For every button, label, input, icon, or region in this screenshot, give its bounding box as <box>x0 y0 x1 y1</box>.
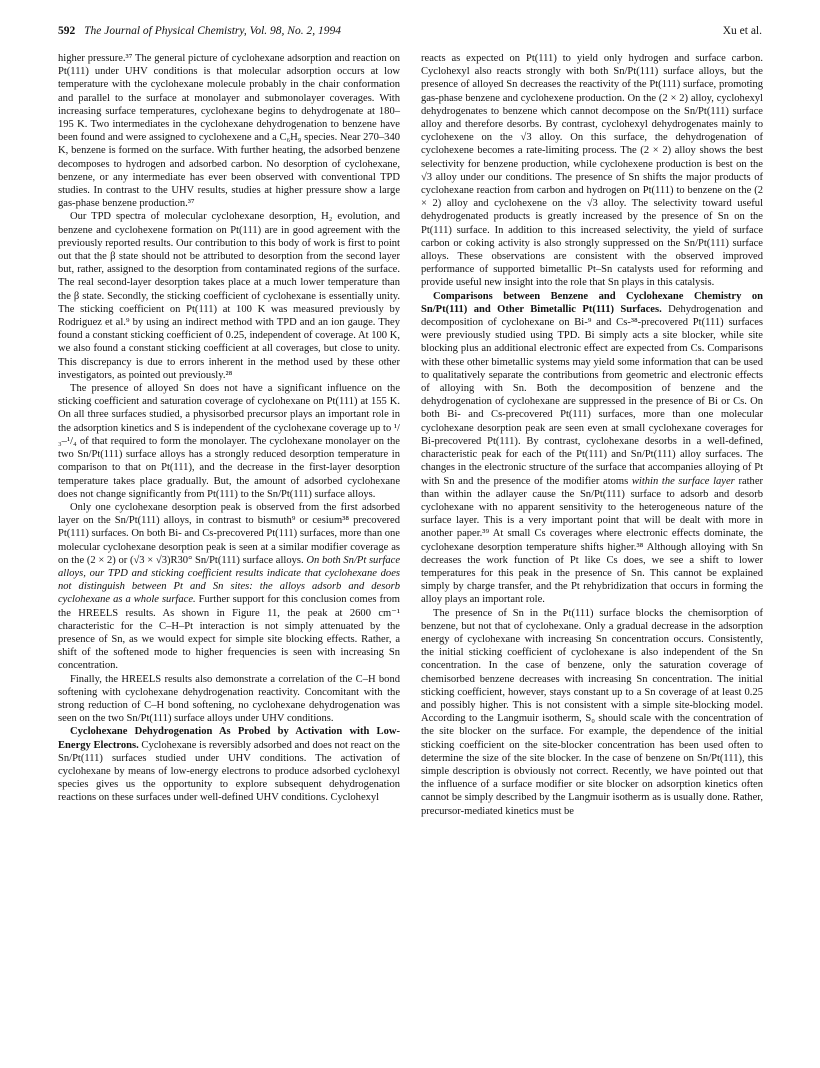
text-run: Cyclohexane is reversibly adsorbed and does not react on the Sn/Pt(111) surfaces studied under UHV conditions. The activation of cyclohexane by means of low-energy electrons to produce adsorbed cyclohexyl species gives us the opportunity to explore subsequent dehydrogenation reactions on these surfaces under well-defined UHV conditions. Cyclohexyl <box>58 739 400 804</box>
text-run: Further support for this conclusion comes from the HREELS results. As shown in Figure 11, the peak at 2600 cm⁻¹ characteristic for the C–H–Pt interaction is not simply attenuated by the presence of Sn, as we would expect for simple site blocking effects. Rather, a shift of the softened mode to higher frequencies is seen with increasing Sn concentration. <box>58 594 400 672</box>
text-run: Only one cyclohexane desorption peak is observed from the first adsorbed layer on the Sn/Pt(111) alloys, in contrast to bismuth⁹ or cesium³⁸ precovered Pt(111) surfaces. On both Bi- and Cs-precovered Pt(111) surfaces, more than one molecular cyclohexane desorption peak is seen at a similar modifier coverage as on the (2 × 2) or (√3 × √3)R30° Sn/Pt(111) surface alloys. <box>58 501 400 566</box>
paragraph: higher pressure.³⁷ The general picture of cyclohexane adsorption and reaction on Pt(111) under UHV conditions is that molecular adsorption occurs at low temperature with the cyclohexane molecule probably in the chair conformation and parallel to the surface at monolayer and submonolayer coverages. With increasing surface temperatures, cyclohexane begins to dehydrogenate at 180–195 K. Two intermediates in the cyclohexane dehydrogenation to benzene have been found and were assigned to cyclohexene and a C₆H₉ species. Near 270–340 K, benzene is formed on the surface. With further heating, the adsorbed benzene decomposes to hydrogen and adsorbed carbon. No desorption of cyclohexane, benzene, or any intermediate has ever been observed with conventional TPD studies. In contrast to the UHV results, studies at higher pressure show a large gas-phase benzene production.³⁷ <box>58 53 400 210</box>
paragraph <box>58 725 400 804</box>
page-number: 592 <box>58 25 76 37</box>
running-header <box>58 22 762 40</box>
journal-citation: The Journal of Physical Chemistry, Vol. 98, No. 2, 1994 <box>84 25 341 37</box>
paragraph <box>421 290 763 607</box>
text-run: Dehydrogenation and decomposition of cyclohexane on Bi-⁹ and Cs-³⁸-precovered Pt(111) surfaces were previously studied using TPD. Bi simply acts a site blocker, while site blocking plus an additional electronic effect are expected from Cs. Comparisons with these other bimetallic systems may yield some information that can be used to qualitatively separate the contributions from geometric and electronic effects of alloying with Sn. Both the decomposition of benzene and the dehydrogenation of cyclohexane are suppressed in the presence of Bi or Cs. On both Bi- and Cs-precovered Pt(111) surfaces, more than one molecular cyclohexane desorption peak are seen even at small cyclohexane coverages for Bi-precovered Pt(111). By contrast, cyclohexane desorbs in a well-defined, characteristic peak for each of the Pt(111) and Sn/Pt(111) alloy surfaces. The changes in the electronic structure of the surface that accompanies alloying of Pt with Sn and the presence of the modifier atoms <box>421 303 763 487</box>
section-heading: Cyclohexane Dehydrogenation As Probed by Activation with Low-Energy Electrons. <box>58 726 400 751</box>
paragraph: The presence of Sn in the Pt(111) surface blocks the chemisorption of benzene, but not that of cyclohexane. Only a gradual decrease in the adsorption energy of cyclohexane with increasing Sn concentration occurs. Consistently, the initial sticking coefficient of cyclohexane is also independent of the Sn concentration. In the case of benzene, only the saturation coverage of chemisorbed benzene decreases with increasing Sn concentration. The initial sticking coefficient, however, stays constant up to a Sn coverage of at least 0.25 and possibly higher. This is not consistent with a simple site-blocking model. According to the Langmuir isotherm, S₀ should scale with the concentration of the site blocker on the surface. For example, the dependence of the initial sticking coefficient on the site-blocker concentration has been used often to determine the size of the site blocker. In the case of benzene on Sn/Pt(111), this simple description is obviously not correct. Recently, we have pointed out that the influence of a surface modifier or site blocker on adsorption kinetics often cannot be simply described by the Langmuir isotherm as is usually done. Rather, precursor-mediated kinetics must be <box>421 607 763 817</box>
right-column <box>421 52 763 818</box>
italic-emphasis: within the surface layer <box>631 475 735 487</box>
running-authors: Xu et al. <box>722 25 762 37</box>
paragraph <box>58 501 400 673</box>
text-run: rather than within the adlayer cause the Sn/Pt(111) surface to adsorb and desorb cyclohexane with no apparent sensitivity to the heterogeneous nature of the surface layer. This is a very important point that will be dealt with more in another paper.³⁹ At small Cs coverages where electronic effects dominate, the cyclohexane desorption temperature shifts higher.³⁸ Although alloying with Sn decreases the work function of Pt like Cs does, we see a shift to lower temperatures for this peak in the presence of Sn. This cannot be explained simply by charge transfer, and the Pt rehybridization that occurs in forming the alloy plays an important role. <box>421 475 764 606</box>
paragraph: Our TPD spectra of molecular cyclohexane desorption, H₂ evolution, and benzene and cyclohexene formation on Pt(111) are in good agreement with the previously reported results. Our contribution to this body of work is first to point out that the β state should not be attributed to desorption from the second layer but, rather, assigned to the desorption from contaminated regions of the surface. The real second-layer desorption takes place at a much lower temperature than the β state. Secondly, the sticking coefficient of cyclohexane is essentially unity. The sticking coefficient on Pt(111) at 100 K was measured previously by Rodriguez et al.⁹ by using an indirect method with TPD and an ion gauge. They found a constant sticking coefficient of 0.25, independent of coverage. At 100 K, we also found a constant sticking coefficient at all coverages, but close to unity. This discrepancy is due to errors inherent in the method used by these other investigators, as pointed out previously.²⁸ <box>58 211 400 381</box>
paragraph: Finally, the HREELS results also demonstrate a correlation of the C–H bond softening with cyclohexane dehydrogenation reactivity. Concomitant with the strong reduction of C–H bond softening, no cyclohexane dehydrogenation was seen on the two Sn/Pt(111) surface alloys under UHV conditions. <box>58 673 400 725</box>
italic-emphasis: On both Sn/Pt surface alloys, our TPD and sticking coefficient results indicate that cyclohexane does not distinguish between Pt and Sn sites: the alloys adsorb and desorb cyclohexane as a whole surface. <box>58 554 401 606</box>
paragraph: reacts as expected on Pt(111) to yield only hydrogen and surface carbon. Cyclohexyl also reacts strongly with both Sn/Pt(111) surface alloys, but the presence of alloyed Sn decreases the reactivity of the Pt(111) surface, promoting gas-phase benzene and cyclohexene production. On the (2 × 2) alloy, cyclohexyl dehydrogenates to benzene which cannot decompose on the Sn/Pt(111) surface alloy and therefore desorbs. By contrast, cyclohexyl dehydrogenates mainly to cyclohexene on the √3 alloy. On this surface, the dehydrogenation of cyclohexene becomes a rate-limiting process. The (2 × 2) alloy shows the best selectivity for benzene production, while cyclohexene production is best on the √3 alloy under our conditions. The presence of Sn shifts the major products of cyclohexane reaction from carbon and hydrogen on Pt(111) to benzene on the (2 × 2) alloy and cyclohexene on the √3 alloy. The selectivity toward useful dehydrogenated products is greatly increased by the presence of Sn on the Pt(111) surface. In addition to this increased selectivity, the yield of surface carbon or coking activity is also strongly suppressed on the Sn/Pt(111) surface alloys. These observations are consistent with the observed improved performance of supported bimetallic Pt–Sn catalysts used for reforming and provide useful new insight into the role that Sn plays in this catalysis. <box>421 53 763 289</box>
left-column <box>58 52 400 805</box>
section-heading: Comparisons between Benzene and Cyclohexane Chemistry on Sn/Pt(111) and Other Bimetallic Pt(111) Surfaces. <box>421 290 763 315</box>
paragraph: The presence of alloyed Sn does not have a significant influence on the sticking coefficient and saturation coverage of cyclohexane on Pt(111) at 155 K. On all three surfaces studied, a physisorbed precursor plays an important role in the adsorption kinetics and S is independent of the cyclohexane coverage up to ¹/₃–¹/₄ of that required to form the monolayer. The cyclohexane monolayer on the two Sn/Pt(111) surface alloys has a strongly reduced desorption temperature in comparison to that on Pt(111), and the decrease in the first-layer desorption temperature takes place gradually. But, the amount of adsorbed cyclohexane does not change significantly from Pt(111) to the Sn/Pt(111) surface alloys. <box>58 383 400 500</box>
